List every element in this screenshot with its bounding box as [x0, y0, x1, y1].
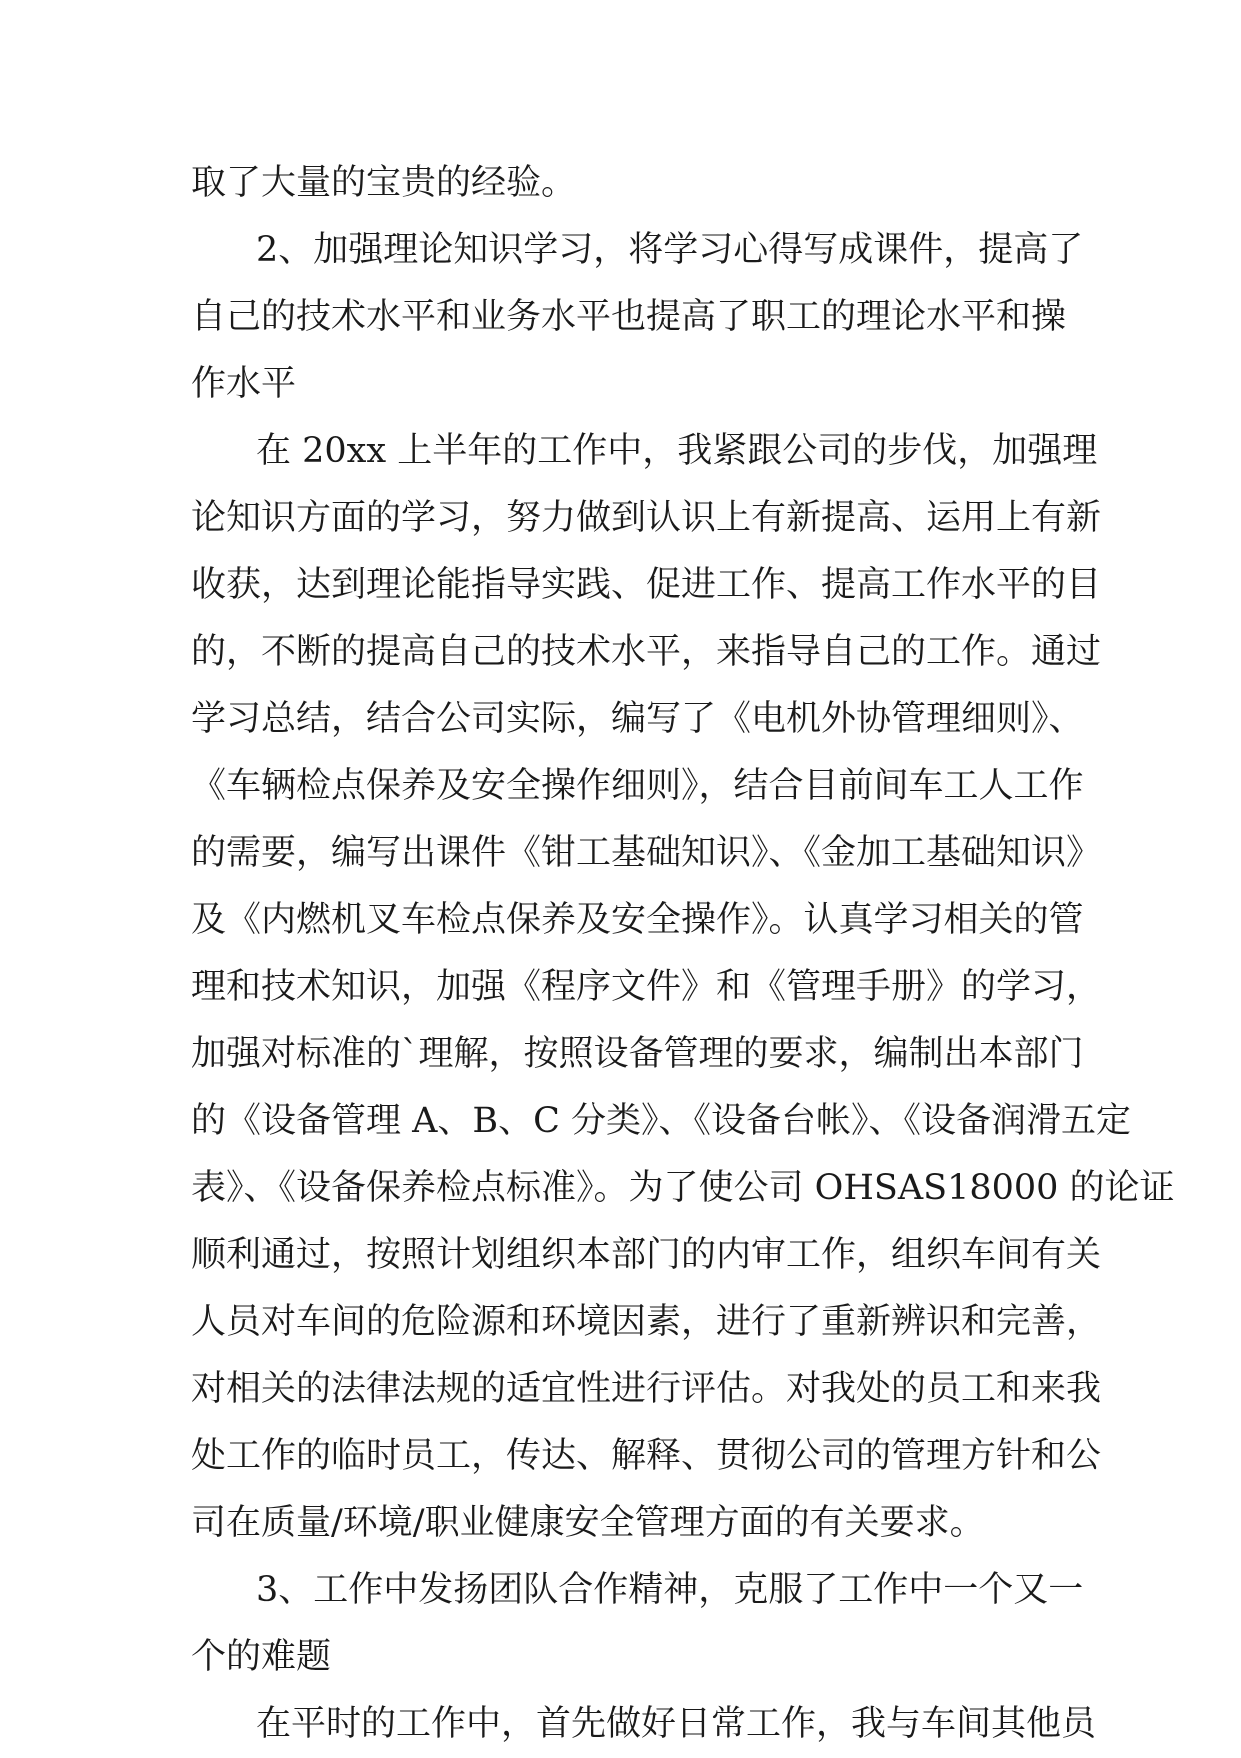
text-line: 作水平: [191, 364, 297, 404]
text-line: 的，不断的提高自己的技术水平，来指导自己的工作。通过: [191, 632, 1102, 672]
text-line: 理和技术知识，加强《程序文件》和《管理手册》的学习，: [191, 967, 1102, 1007]
text-line: 论知识方面的学习，努力做到认识上有新提高、运用上有新: [191, 498, 1102, 538]
document-page: [191, 150, 1175, 1758]
text-line: 3、工作中发扬团队合作精神，克服了工作中一个又一: [256, 1570, 1084, 1610]
text-line: 学习总结，结合公司实际，编写了《电机外协管理细则》、: [191, 699, 1084, 739]
text-line: 加强对标准的`理解，按照设备管理的要求，编制出本部门: [191, 1034, 1084, 1074]
text-line: 自己的技术水平和业务水平也提高了职工的理论水平和操: [191, 297, 1067, 337]
text-line: 人员对车间的危险源和环境因素，进行了重新辨识和完善，: [191, 1302, 1102, 1342]
text-line: 《车辆检点保养及安全操作细则》，结合目前间车工人工作: [191, 766, 1084, 806]
text-line: 在平时的工作中，首先做好日常工作，我与车间其他员: [256, 1704, 1097, 1744]
text-line: 个的难题: [191, 1637, 332, 1677]
text-line: 司在质量/环境/职业健康安全管理方面的有关要求。: [191, 1503, 985, 1543]
text-line: 处工作的临时员工，传达、解释、贯彻公司的管理方针和公: [191, 1436, 1102, 1476]
text-line: 顺利通过，按照计划组织本部门的内审工作，组织车间有关: [191, 1235, 1102, 1275]
text-line: 2、加强理论知识学习，将学习心得写成课件，提高了: [256, 230, 1084, 270]
text-line: 的需要，编写出课件《钳工基础知识》、《金加工基础知识》: [191, 833, 1102, 873]
text-line: 收获，达到理论能指导实践、促进工作、提高工作水平的目: [191, 565, 1102, 605]
text-line: 对相关的法律法规的适宜性进行评估。对我处的员工和来我: [191, 1369, 1102, 1409]
text-line: 及《内燃机叉车检点保养及安全操作》。认真学习相关的管: [191, 900, 1084, 940]
text-line: 在 20xx 上半年的工作中，我紧跟公司的步伐，加强理: [256, 431, 1098, 471]
text-line: 的《设备管理 A、B、C 分类》、《设备台帐》、《设备润滑五定: [191, 1101, 1132, 1141]
text-line: 取了大量的宝贵的经验。: [191, 163, 577, 203]
text-line: 表》、《设备保养检点标准》。为了使公司 OHSAS18000 的论证: [191, 1168, 1175, 1208]
